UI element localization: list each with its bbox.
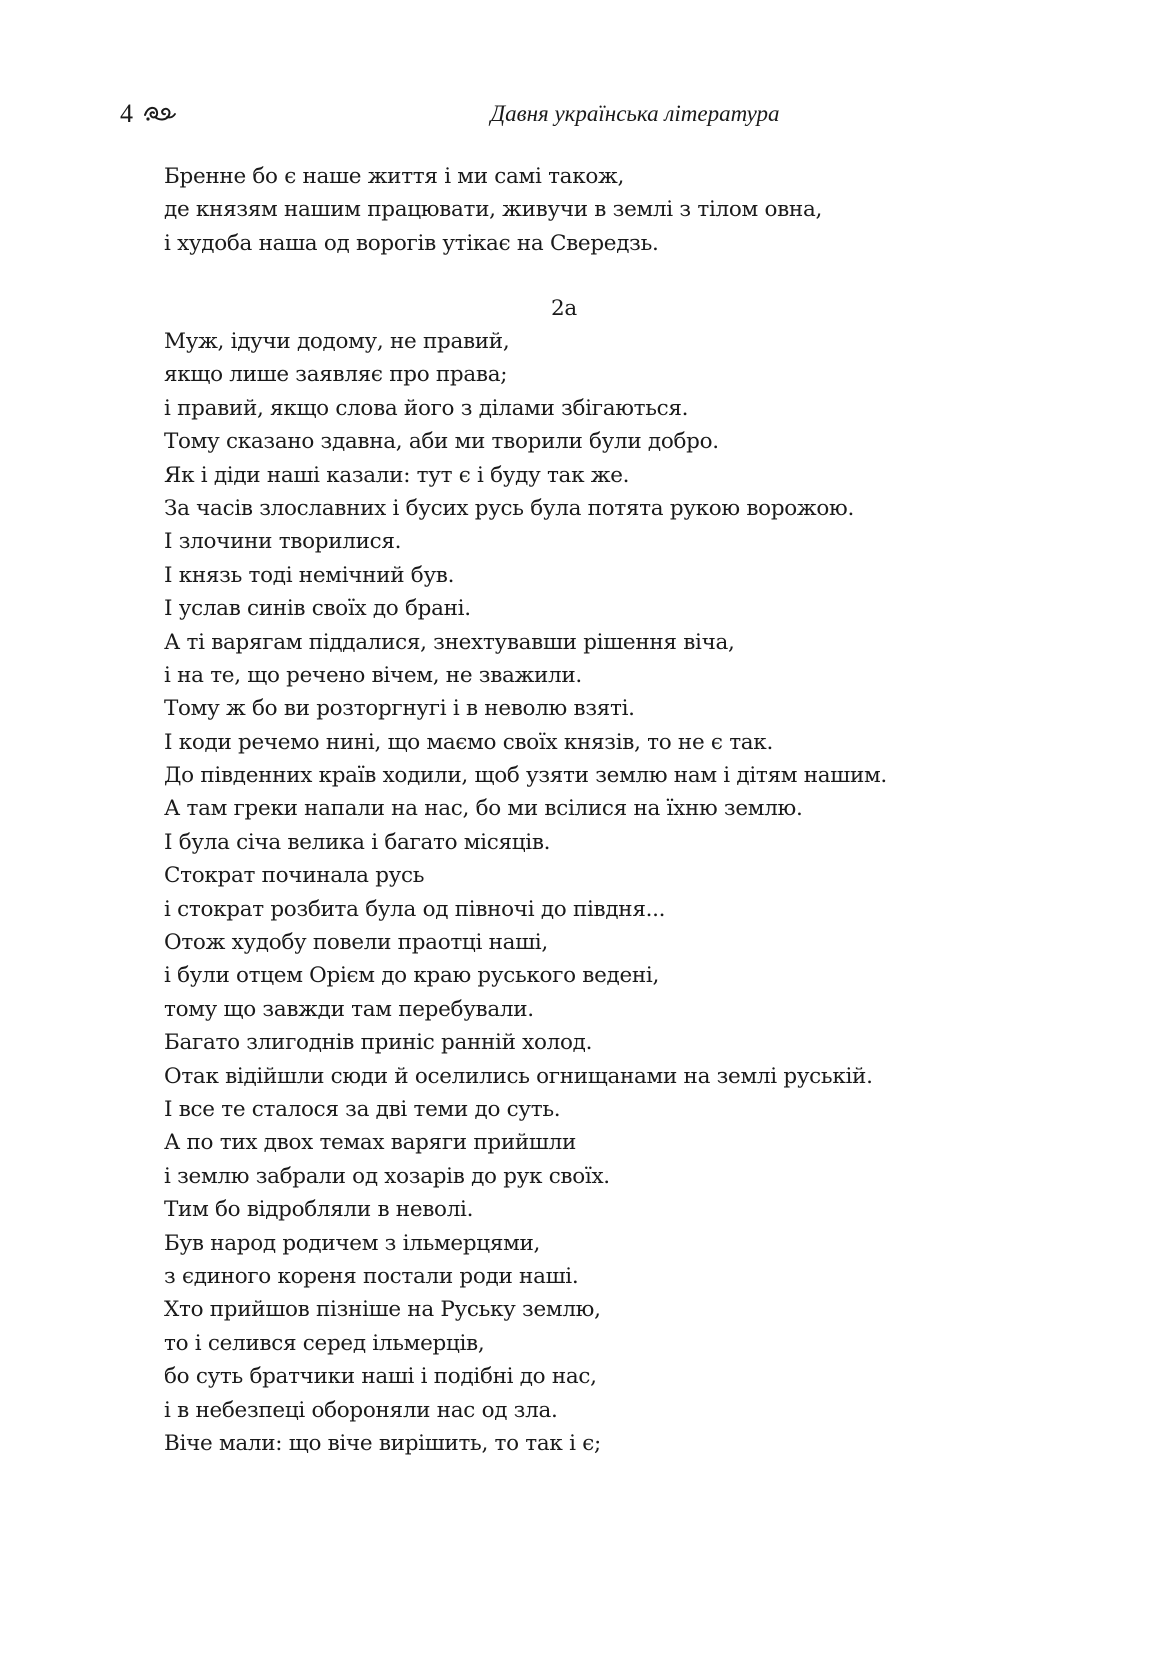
text-line: До південних країв ходили, щоб узяти землю нам і дітям нашим. [164, 763, 887, 789]
text-line: Тим бо відробляли в неволі. [164, 1197, 474, 1223]
text-line: і землю забрали од хозарів до рук своїх. [164, 1163, 610, 1189]
text-line: І була січа велика і багато місяців. [164, 829, 551, 855]
text-line: І все те сталося за дві теми до суть. [164, 1096, 561, 1122]
text-line: де князям нашим працювати, живучи в землі з тілом овна, [164, 197, 823, 223]
intro-stanza [164, 160, 822, 260]
text-line: А по тих двох темах варяги прийшли [164, 1130, 576, 1156]
main-stanza [164, 325, 887, 1460]
text-line: і в небезпеці обороняли нас од зла. [164, 1397, 558, 1423]
text-line: і на те, що речено вічем, не зважили. [164, 662, 582, 688]
text-line: І коди речемо нині, що маємо своїх князів, то не є так. [164, 729, 773, 755]
text-line: тому що завжди там перебували. [164, 996, 534, 1022]
text-line: і стократ розбита була од півночі до півдня... [164, 896, 666, 922]
text-line: Тому сказано здавна, аби ми творили були добро. [164, 429, 719, 455]
running-title: Давня українська література [490, 101, 780, 126]
text-line: Тому ж бо ви розторгнугі і в неволю взяті. [164, 696, 635, 722]
text-line: Бренне бо є наше життя і ми самі також, [164, 164, 624, 189]
text-line: і були отцем Орієм до краю руського ведені, [164, 963, 660, 989]
text-line: то і селився серед ільмерців, [164, 1330, 485, 1356]
text-line: Віче мали: що віче вирішить, то так і є; [164, 1430, 601, 1456]
text-line: А ті варягам піддалися, знехтувавши рішення віча, [164, 629, 735, 655]
text-line: Стократ починала русь [164, 863, 425, 889]
text-line: І князь тоді немічний був. [164, 562, 455, 588]
text-line: Був народ родичем з ільмерцями, [164, 1230, 541, 1256]
section-heading: 2а [551, 296, 577, 321]
text-line: За часів злославних і бусих русь була потята рукою ворожою. [164, 495, 854, 521]
text-line: і правий, якщо слова його з ділами збігаються. [164, 395, 689, 421]
text-line: якщо лише заявляє про права; [164, 362, 508, 388]
text-line: бо суть братчики наші і подібні до нас, [164, 1364, 597, 1390]
text-line: Хто прийшов пізніше на Руську землю, [164, 1297, 601, 1323]
text-line: і худоба наша од ворогів утікає на Свередзь. [164, 230, 659, 256]
text-line: Як і діди наші казали: тут є і буду так же. [164, 462, 630, 488]
text-line: Отож худобу повели праотці наші, [164, 930, 548, 956]
page-header [120, 98, 1040, 138]
text-line: з єдиного кореня постали роди наші. [164, 1263, 579, 1289]
text-line: Багато злигоднів приніс ранній холод. [164, 1030, 593, 1056]
page-number: 4 [120, 99, 133, 128]
text-line: І злочини творилися. [164, 529, 402, 555]
text-line: Отак відійшли сюди й оселились огнищанами на землі руській. [164, 1063, 873, 1089]
text-line: І услав синів своїх до брані. [164, 596, 471, 622]
text-line: А там греки напали на нас, бо ми всілися на їхню землю. [164, 796, 803, 822]
text-line: Муж, ідучи додому, не правий, [164, 329, 510, 354]
